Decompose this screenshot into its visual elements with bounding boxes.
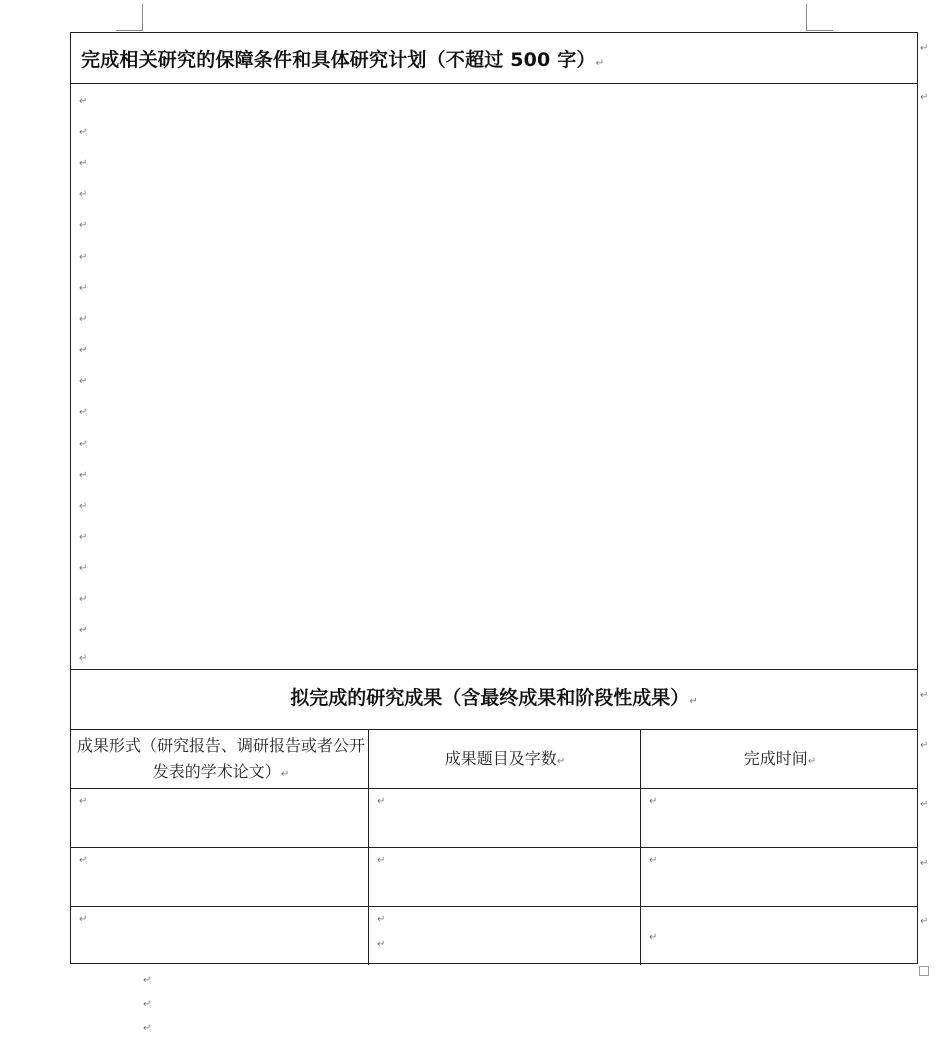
paragraph-mark: ↵ (79, 914, 88, 925)
paragraph-mark: ↵ (79, 283, 88, 294)
paragraph-mark: ↵ (79, 189, 88, 200)
paragraph-mark: ↵ (79, 220, 88, 231)
section2-title-text: 拟完成的研究成果（含最终成果和阶段性成果） (290, 687, 690, 709)
paragraph-mark: ↵ (649, 932, 658, 943)
paragraph-mark: ↵ (79, 407, 88, 418)
paragraph-mark: ↵ (79, 158, 88, 169)
paragraph-mark: ↵ (649, 855, 658, 866)
crop-mark-left-horizontal (116, 30, 143, 31)
paragraph-mark: ↵ (595, 58, 605, 69)
paragraph-mark: ↵ (79, 855, 88, 866)
column-header-time (643, 746, 917, 775)
paragraph-mark: ↵ (920, 690, 929, 701)
research-plan-area[interactable] (71, 84, 917, 669)
paragraph-mark: ↵ (79, 501, 88, 512)
row-divider-3 (71, 906, 917, 907)
paragraph-mark: ↵ (920, 92, 929, 103)
section2-title (71, 683, 917, 710)
paragraph-mark: ↵ (143, 1023, 152, 1034)
paragraph-mark: ↵ (649, 796, 658, 807)
paragraph-mark: ↵ (280, 769, 290, 780)
paragraph-mark: ↵ (79, 625, 88, 636)
paragraph-mark: ↵ (920, 858, 929, 869)
paragraph-mark: ↵ (79, 653, 88, 664)
section1-title-text: 完成相关研究的保障条件和具体研究计划（不超过 500 字） (81, 49, 596, 71)
section2-title-divider (71, 729, 917, 730)
column-header-title-text: 成果题目及字数 (444, 749, 557, 768)
paragraph-mark: ↵ (79, 252, 88, 263)
crop-mark-right-vertical (806, 4, 807, 31)
paragraph-mark: ↵ (79, 563, 88, 574)
paragraph-mark: ↵ (920, 740, 929, 751)
paragraph-mark: ↵ (920, 916, 929, 927)
section1-title (81, 45, 604, 72)
section2-divider (71, 669, 917, 670)
paragraph-mark: ↵ (143, 999, 152, 1010)
crop-mark-left-vertical (142, 4, 143, 31)
crop-mark-right-horizontal (806, 30, 833, 31)
paragraph-mark: ↵ (79, 594, 88, 605)
paragraph-mark: ↵ (143, 975, 152, 986)
document-table (70, 32, 918, 964)
table-end-marker (919, 966, 929, 976)
paragraph-mark: ↵ (79, 345, 88, 356)
column-header-form-text: 成果形式（研究报告、调研报告或者公开发表的学术论文） (77, 736, 366, 781)
paragraph-mark: ↵ (377, 939, 386, 950)
paragraph-mark: ↵ (807, 756, 817, 767)
paragraph-mark: ↵ (689, 696, 698, 707)
row-divider-2 (71, 847, 917, 848)
paragraph-mark: ↵ (920, 799, 929, 810)
paragraph-mark: ↵ (79, 532, 88, 543)
paragraph-mark: ↵ (79, 376, 88, 387)
paragraph-mark: ↵ (79, 796, 88, 807)
row-divider-1 (71, 788, 917, 789)
paragraph-mark: ↵ (377, 796, 386, 807)
paragraph-mark: ↵ (79, 470, 88, 481)
paragraph-mark: ↵ (556, 756, 566, 767)
paragraph-mark: ↵ (79, 127, 88, 138)
paragraph-mark: ↵ (79, 96, 88, 107)
paragraph-mark: ↵ (79, 314, 88, 325)
paragraph-mark: ↵ (377, 914, 386, 925)
paragraph-mark: ↵ (79, 439, 88, 450)
paragraph-mark: ↵ (920, 43, 929, 54)
column-header-form (77, 733, 365, 788)
paragraph-mark: ↵ (377, 855, 386, 866)
column-header-time-text: 完成时间 (743, 749, 808, 768)
column-header-title (371, 746, 639, 775)
